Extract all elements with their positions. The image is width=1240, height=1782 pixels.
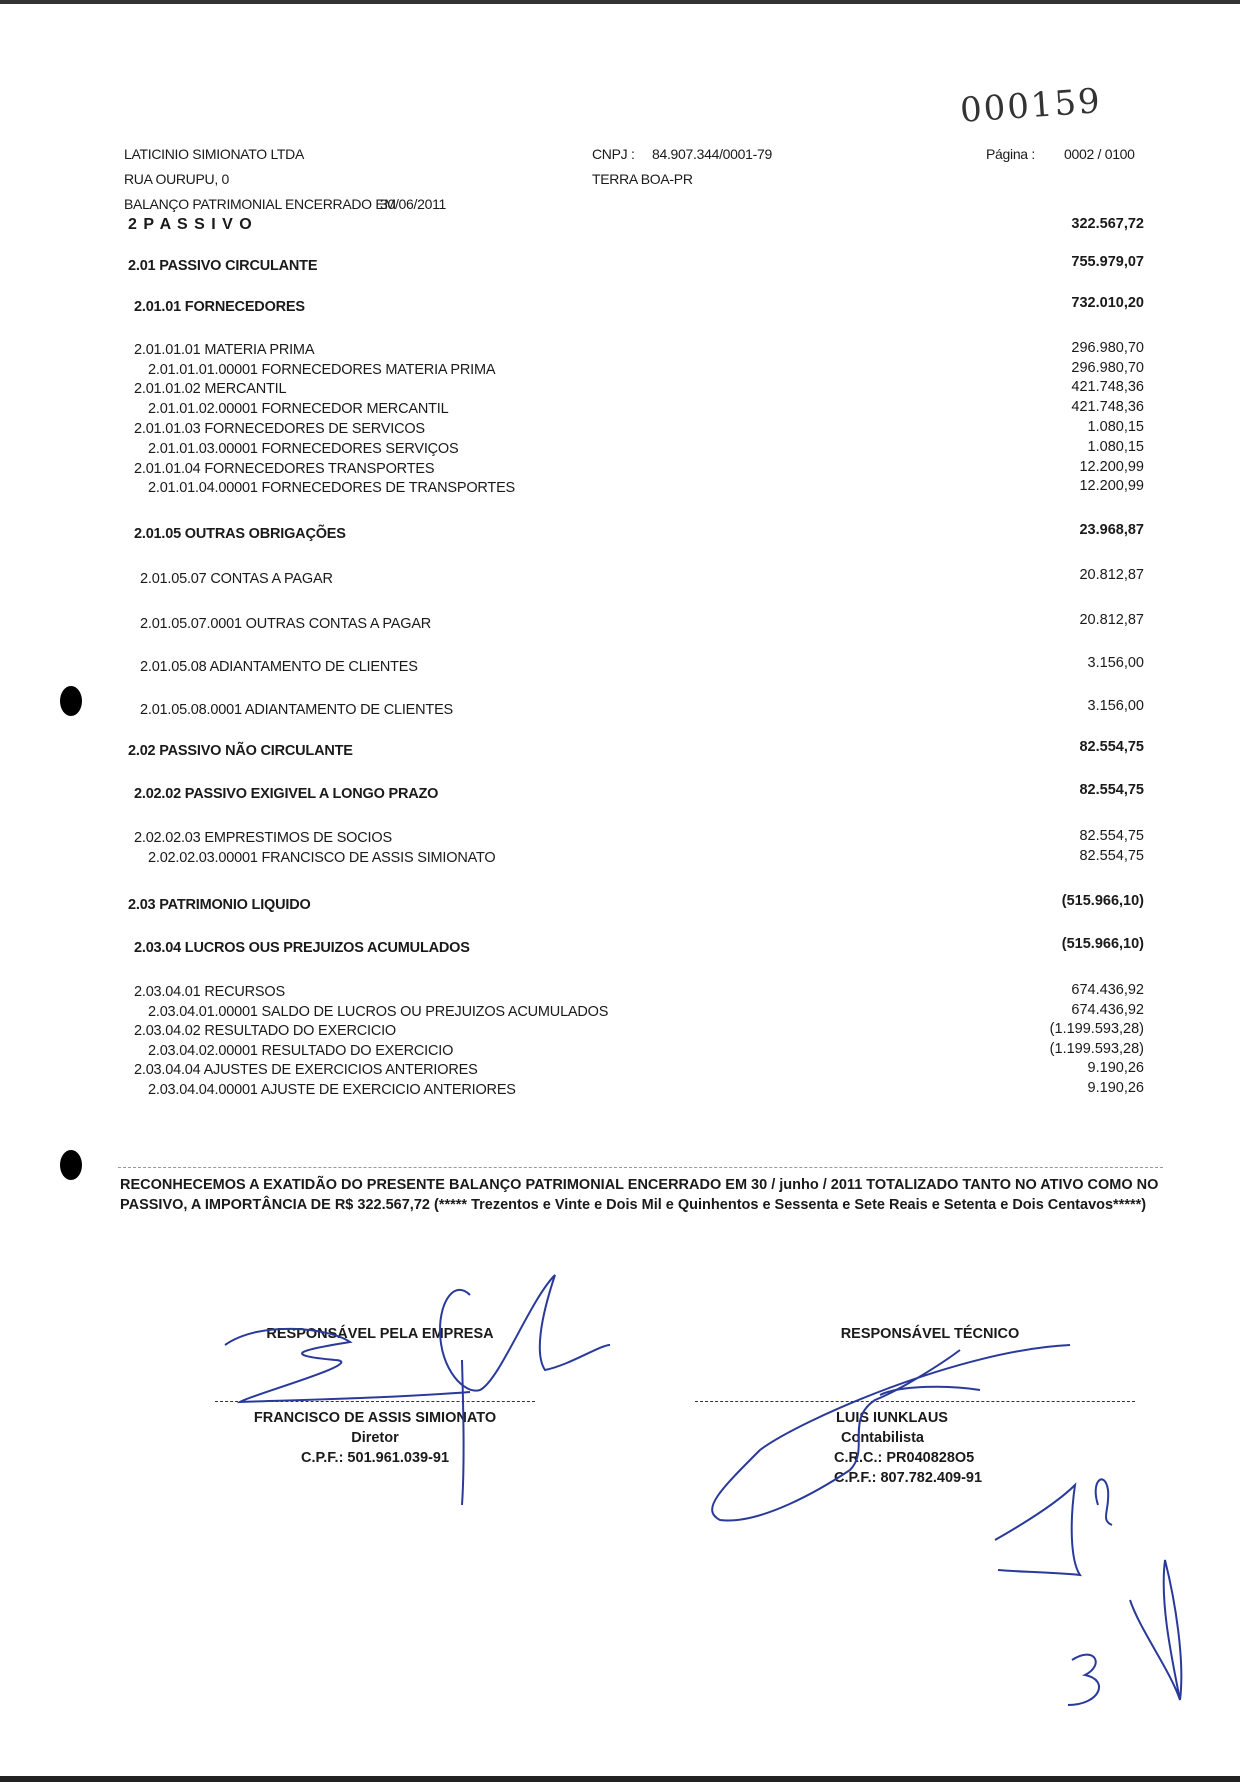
account-label: 2.01.01.04.00001 FORNECEDORES DE TRANSPORTES: [148, 480, 516, 496]
cnpj-value: 84.907.344/0001-79: [652, 146, 772, 162]
account-value: 1.080,15: [1087, 419, 1144, 435]
account-value: 9.190,26: [1087, 1080, 1144, 1096]
signature-line: [695, 1401, 1135, 1402]
scan-edge-bottom: [0, 1776, 1240, 1782]
punch-hole: [60, 686, 82, 716]
account-label: 2.01.05.08 ADIANTAMENTO DE CLIENTES: [140, 659, 418, 675]
account-value: 3.156,00: [1087, 698, 1144, 714]
company-name: LATICINIO SIMIONATO LTDA: [124, 146, 305, 162]
account-value: 12.200,99: [1079, 459, 1144, 475]
account-value: 296.980,70: [1071, 360, 1144, 376]
account-label: 2.01.01.02 MERCANTIL: [134, 381, 287, 397]
company-signer-cpf: C.P.F.: 501.961.039-91: [300, 1450, 450, 1466]
account-value: 322.567,72: [1071, 216, 1144, 232]
account-value: 82.554,75: [1079, 828, 1144, 844]
declaration-text: RECONHECEMOS A EXATIDÃO DO PRESENTE BALANÇO PATRIMONIAL ENCERRADO EM 30 / junho / 2011 TOTALIZADO TANTO NO ATIVO COMO NO PASSIVO, A IMPORTÂNCIA DE R$ 322.567,72 (***** Trezentos e Vinte e Dois Mil e Quinhentos e Sessenta e Sete Reais e Setenta e Dois Centavos*****): [120, 1177, 1159, 1213]
technical-signature-title: RESPONSÁVEL TÉCNICO: [840, 1326, 1020, 1342]
account-value: (1.199.593,28): [1049, 1021, 1144, 1037]
account-label: 2.01.05.07 CONTAS A PAGAR: [140, 571, 333, 587]
account-value: 1.080,15: [1087, 439, 1144, 455]
technical-signer-cpf: C.P.F.: 807.782.409-91: [834, 1470, 983, 1486]
account-label: 2.01.05.07.0001 OUTRAS CONTAS A PAGAR: [140, 616, 432, 632]
account-value: 9.190,26: [1087, 1060, 1144, 1076]
account-label: 2.01.01 FORNECEDORES: [134, 299, 305, 315]
account-value: 82.554,75: [1079, 848, 1144, 864]
city: TERRA BOA-PR: [592, 171, 693, 187]
page-stamp-number: 000159: [958, 81, 1104, 131]
company-signer-role: Diretor: [351, 1430, 399, 1446]
account-value: 755.979,07: [1071, 254, 1144, 270]
account-value: 674.436,92: [1071, 982, 1144, 998]
account-label: 2.02 PASSIVO NÃO CIRCULANTE: [128, 743, 353, 759]
account-label: 2.01.01.03 FORNECEDORES DE SERVICOS: [134, 421, 425, 437]
account-value: 421.748,36: [1071, 399, 1144, 415]
account-value: (515.966,10): [1061, 893, 1144, 909]
technical-signer-role: Contabilista: [841, 1430, 924, 1446]
cnpj-label: CNPJ :: [592, 146, 635, 162]
account-value: (515.966,10): [1061, 936, 1144, 952]
account-label: 2.03.04.04.00001 AJUSTE DE EXERCICIO ANTERIORES: [148, 1082, 516, 1098]
account-value: 82.554,75: [1079, 739, 1144, 755]
page-label: Página :: [986, 146, 1035, 162]
account-label: 2.02.02.03.00001 FRANCISCO DE ASSIS SIMIONATO: [148, 850, 496, 866]
technical-signer-name: LUIS IUNKLAUS: [836, 1410, 948, 1426]
account-label: 2.03.04.01 RECURSOS: [134, 984, 285, 1000]
account-value: 296.980,70: [1071, 340, 1144, 356]
account-label: 2.01.05 OUTRAS OBRIGAÇÕES: [134, 526, 346, 542]
scan-edge-top: [0, 0, 1240, 4]
company-signer-name: FRANCISCO DE ASSIS SIMIONATO: [253, 1410, 497, 1426]
account-value: 421.748,36: [1071, 379, 1144, 395]
account-value: (1.199.593,28): [1049, 1041, 1144, 1057]
account-label: 2.01.05.08.0001 ADIANTAMENTO DE CLIENTES: [140, 702, 454, 718]
report-title: BALANÇO PATRIMONIAL ENCERRADO EM: [124, 196, 396, 212]
separator-line: [118, 1167, 1163, 1168]
account-label: 2.03.04.04 AJUSTES DE EXERCICIOS ANTERIORES: [134, 1062, 478, 1078]
account-label: 2.03.04.02 RESULTADO DO EXERCICIO: [134, 1023, 397, 1039]
signature-line: [215, 1401, 535, 1402]
account-value: 23.968,87: [1079, 522, 1144, 538]
account-label: 2.02.02 PASSIVO EXIGIVEL A LONGO PRAZO: [134, 786, 439, 802]
account-label: 2.01.01.01 MATERIA PRIMA: [134, 342, 315, 358]
account-label: 2.03.04.02.00001 RESULTADO DO EXERCICIO: [148, 1043, 454, 1059]
account-value: 82.554,75: [1079, 782, 1144, 798]
initials-scribble: [995, 1479, 1181, 1705]
account-value: 674.436,92: [1071, 1002, 1144, 1018]
account-label: 2.01.01.04 FORNECEDORES TRANSPORTES: [134, 461, 435, 477]
account-label: 2.02.02.03 EMPRESTIMOS DE SOCIOS: [134, 830, 392, 846]
technical-signer-crc: C.R.C.: PR040828O5: [834, 1450, 975, 1466]
account-value: 12.200,99: [1079, 478, 1144, 494]
account-label: 2.01.01.02.00001 FORNECEDOR MERCANTIL: [148, 401, 449, 417]
report-date: 30/06/2011: [380, 196, 447, 212]
account-label: 2.03 PATRIMONIO LIQUIDO: [128, 897, 311, 913]
page-number: 0002 / 0100: [1064, 146, 1135, 162]
account-value: 20.812,87: [1079, 612, 1144, 628]
account-value: 20.812,87: [1079, 567, 1144, 583]
account-value: 732.010,20: [1071, 295, 1144, 311]
punch-hole: [60, 1150, 82, 1180]
company-signature-scribble: [225, 1275, 610, 1505]
account-label: 2.03.04 LUCROS OUS PREJUIZOS ACUMULADOS: [134, 940, 470, 956]
account-label: 2.01.01.03.00001 FORNECEDORES SERVIÇOS: [148, 441, 459, 457]
account-label: 2 P A S S I V O: [128, 216, 253, 233]
company-signature-title: RESPONSÁVEL PELA EMPRESA: [266, 1326, 494, 1342]
account-value: 3.156,00: [1087, 655, 1144, 671]
company-address: RUA OURUPU, 0: [124, 171, 230, 187]
account-label: 2.01.01.01.00001 FORNECEDORES MATERIA PRIMA: [148, 362, 496, 378]
account-label: 2.01 PASSIVO CIRCULANTE: [128, 258, 318, 274]
account-label: 2.03.04.01.00001 SALDO DE LUCROS OU PREJUIZOS ACUMULADOS: [148, 1004, 609, 1020]
